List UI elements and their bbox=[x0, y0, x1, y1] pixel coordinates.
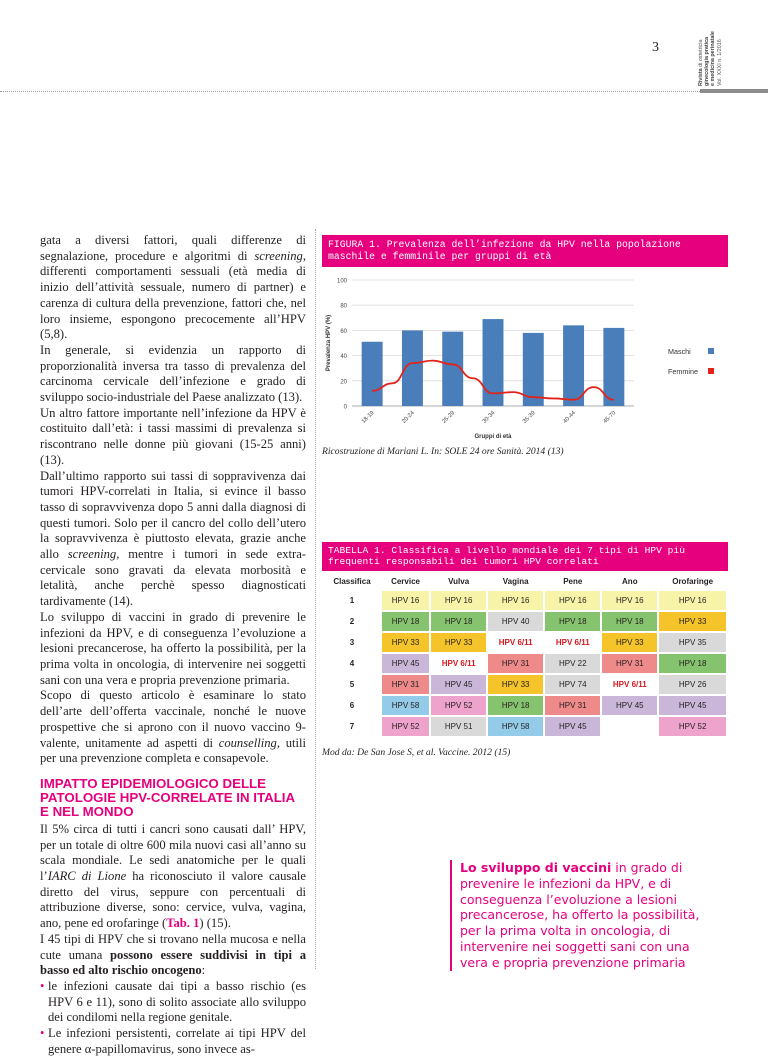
table-header-row bbox=[324, 573, 726, 589]
figure-caption: Ricostruzione di Mariani L. In: SOLE 24 ore Sanità. 2014 (13) bbox=[322, 446, 564, 457]
hpv-type-cell: HPV 18 bbox=[602, 612, 657, 631]
list-item: • le infezioni causate dai tipi a basso rischio (es HPV 6 e 11), sono di solito associate allo sviluppo dei condilomi nella regione genitale. bbox=[40, 979, 306, 1026]
header-divider bbox=[0, 91, 700, 92]
rank-cell: 5 bbox=[349, 680, 355, 689]
hpv-type-cell: HPV 6/11 bbox=[545, 633, 600, 652]
hpv-type-cell: HPV 52 bbox=[431, 696, 486, 715]
hpv-type-cell: HPV 33 bbox=[659, 612, 726, 631]
paragraph-5: Lo sviluppo di vaccini in grado di prevenire le infezioni da HPV, e di conseguenza l’evoluzione a lesioni precancerose, ha offerto la possibilità, per la prima volta in oncologia, di intervenire nei soggetti sani con una vera e propria prevenzione primaria. bbox=[40, 609, 306, 687]
hpv-type-cell: HPV 16 bbox=[382, 591, 429, 610]
hpv-type-cell: HPV 6/11 bbox=[488, 633, 543, 652]
hpv-type-cell: HPV 33 bbox=[488, 675, 543, 694]
bar bbox=[603, 328, 624, 406]
hpv-type-cell: HPV 31 bbox=[488, 654, 543, 673]
y-tick-label: 60 bbox=[340, 328, 347, 335]
hpv-type-cell: HPV 58 bbox=[488, 717, 543, 736]
table-row bbox=[324, 591, 726, 610]
x-tick-label: 30-34 bbox=[481, 410, 497, 425]
table-header: TABELLA 1. Classifica a livello mondiale dei 7 tipi di HPV più frequenti responsabili dei tumori HPV correlati bbox=[322, 542, 728, 571]
journal-line2: ginecologia pratica bbox=[704, 36, 711, 86]
hpv-type-cell: HPV 52 bbox=[382, 717, 429, 736]
column-header: Cervice bbox=[391, 576, 420, 586]
table-row bbox=[324, 717, 726, 736]
bar bbox=[362, 342, 383, 406]
paragraph-2: In generale, si evidenzia un rapporto di proporzionalità inversa tra tasso di prevalenza del carcinoma cervicale dell’infezione e grado di sviluppo socio-industriale del Paese analizzato (13). bbox=[40, 342, 306, 405]
column-header: Vagina bbox=[502, 576, 529, 586]
legend-swatch-maschi bbox=[708, 348, 714, 354]
paragraph-7: Il 5% circa di tutti i cancri sono causati dall’ HPV, per un totale di oltre 600 mila nuovi casi all’anno su scala mondiale. Le sedi anatomiche per le quali l’IARC di Lione ha riconosciuto il valore causale diretto del virus, seppure con percentuali di attribuzione diverse, sono: cervice, vulva, vagina, ano, pene ed orofaringe (Tab. 1) (15). bbox=[40, 821, 306, 931]
hpv-ranking-table bbox=[322, 571, 728, 738]
journal-bar bbox=[700, 89, 768, 93]
journal-line1: Rivista bbox=[698, 68, 704, 86]
column-divider bbox=[315, 229, 316, 969]
hpv-type-cell: HPV 35 bbox=[659, 633, 726, 652]
table-row bbox=[324, 612, 726, 631]
y-tick-label: 0 bbox=[343, 404, 347, 411]
x-tick-label: 18-19 bbox=[360, 410, 376, 425]
pull-quote-bold: Lo sviluppo di vaccini bbox=[460, 860, 612, 875]
journal-line4: Vol. XXXI n. 1/2016 bbox=[716, 39, 723, 86]
hpv-type-cell: HPV 26 bbox=[659, 675, 726, 694]
hpv-type-cell: HPV 16 bbox=[488, 591, 543, 610]
rank-cell: 4 bbox=[349, 659, 355, 668]
hpv-type-cell: HPV 51 bbox=[431, 717, 486, 736]
hpv-type-cell: HPV 74 bbox=[545, 675, 600, 694]
x-tick-label: 45-70 bbox=[602, 410, 618, 425]
paragraph-4: Dall’ultimo rapporto sui tassi di soppravivenza dai tumori HPV-correlati in Italia, si evince il basso tasso di sopravvivenza dopo 5 anni dalla diagnosi di questi tumori. Solo per il cancro del collo dell’utero la sopravvivenza è piuttosto elevata, grazie anche allo screening, mentre i tumori in sede extra-cervicale sono gravati da elevata morbosità e letalità, anche perchè spesso diagnosticati tardivamente (14). bbox=[40, 468, 306, 609]
hpv-type-cell: HPV 18 bbox=[431, 612, 486, 631]
hpv-type-cell: HPV 18 bbox=[382, 612, 429, 631]
hpv-type-cell: HPV 52 bbox=[659, 717, 726, 736]
pull-quote bbox=[450, 860, 720, 971]
hpv-type-cell: HPV 45 bbox=[659, 696, 726, 715]
bar bbox=[563, 325, 584, 406]
column-header: Ano bbox=[622, 576, 638, 586]
hpv-type-cell: HPV 18 bbox=[545, 612, 600, 631]
hpv-type-cell: HPV 16 bbox=[602, 591, 657, 610]
x-tick-label: 35-39 bbox=[521, 410, 537, 425]
legend-swatch-femmine bbox=[708, 368, 714, 374]
journal-line3: e medicina perinatale bbox=[710, 31, 717, 86]
hpv-type-cell: HPV 33 bbox=[431, 633, 486, 652]
hpv-type-cell: HPV 45 bbox=[545, 717, 600, 736]
paragraph-1: gata a diversi fattori, quali differenze di segnalazione, procedure e algoritmi di screening, differenti comportamenti sessuali (età media di inizio dell’attività sessuale, numero di partner) e carenza di cultura della prevenzione, fattori che, nel loro insieme, espongono precocemente all’HPV (5,8). bbox=[40, 233, 306, 342]
page-number: 3 bbox=[652, 40, 659, 55]
paragraph-3: Un altro fattore importante nell’infezione da HPV è costituito dall’età: i tassi massimi di prevalenza si riscontrano nelle donne più giovani (15-25 anni) (13). bbox=[40, 405, 306, 467]
hpv-type-cell: HPV 45 bbox=[602, 696, 657, 715]
hpv-type-cell: HPV 6/11 bbox=[431, 654, 486, 673]
hpv-type-cell: HPV 18 bbox=[488, 696, 543, 715]
y-axis-label: Prevalenza HPV (%) bbox=[326, 314, 332, 372]
paragraph-8: I 45 tipi di HPV che si trovano nella mucosa e nella cute umana possono essere suddivisi in tipi a basso ed alto rischio oncogeno: bbox=[40, 931, 307, 978]
left-column bbox=[40, 233, 306, 1057]
table-caption: Mod da: De San Jose S, et al. Vaccine. 2012 (15) bbox=[322, 747, 511, 758]
hpv-type-cell: HPV 45 bbox=[431, 675, 486, 694]
column-header: Vulva bbox=[448, 576, 470, 586]
journal-info bbox=[698, 18, 730, 86]
hpv-type-cell: HPV 22 bbox=[545, 654, 600, 673]
journal-line1-tail: di ostetricia bbox=[698, 39, 704, 67]
chart-svg bbox=[322, 268, 728, 446]
legend-label-femmine: Femmine bbox=[668, 367, 698, 376]
column-header: Classifica bbox=[333, 576, 371, 586]
hpv-type-cell: HPV 31 bbox=[382, 675, 429, 694]
column-header: Pene bbox=[563, 576, 583, 586]
hpv-type-cell: HPV 45 bbox=[382, 654, 429, 673]
rank-cell: 1 bbox=[349, 596, 355, 605]
hpv-type-cell: HPV 31 bbox=[545, 696, 600, 715]
x-axis-label: Gruppi di età bbox=[474, 434, 512, 440]
y-tick-label: 40 bbox=[340, 354, 347, 361]
hpv-prevalence-chart bbox=[322, 268, 728, 446]
table-reference-link[interactable]: Tab. 1 bbox=[166, 916, 200, 931]
table-row bbox=[324, 654, 726, 673]
figure-header: FIGURA 1. Prevalenza dell’infezione da HPV nella popolazione maschile e femminile per gruppi di età bbox=[322, 235, 728, 267]
hpv-type-cell: HPV 40 bbox=[488, 612, 543, 631]
hpv-type-cell: HPV 16 bbox=[545, 591, 600, 610]
y-tick-label: 100 bbox=[336, 278, 347, 285]
rank-cell: 6 bbox=[349, 701, 355, 710]
hpv-type-cell bbox=[602, 717, 657, 736]
rank-cell: 3 bbox=[349, 638, 355, 647]
table-row bbox=[324, 675, 726, 694]
y-tick-label: 80 bbox=[340, 303, 347, 310]
list-item: • Le infezioni persistenti, correlate ai tipi HPV del genere α-papillomavirus, sono invece as- bbox=[40, 1026, 306, 1057]
x-tick-label: 20-24 bbox=[401, 410, 416, 425]
hpv-type-cell: HPV 33 bbox=[382, 633, 429, 652]
hpv-type-cell: HPV 33 bbox=[602, 633, 657, 652]
x-tick-label: 25-29 bbox=[441, 410, 457, 425]
paragraph-6: Scopo di questo articolo è esaminare lo stato dell’arte dell’offerta vaccinale, nonché le nuove prospettive che si aprono con il nuovo vaccino 9-valente, unitamente ad aspetti di counselling, utili per una prevenzione completa e consapevole. bbox=[40, 688, 306, 766]
hpv-type-cell: HPV 16 bbox=[431, 591, 486, 610]
x-tick-label: 40-44 bbox=[562, 410, 577, 425]
table-row bbox=[324, 696, 726, 715]
pull-quote-text: in grado di prevenire le infezioni da HPV, e di conseguenza l’evoluzione a lesioni precancerose, ha offerto la possibilità, per la prima volta in oncologia, di intervenire nei soggetti sani con una vera e propria prevenzione primaria bbox=[460, 860, 700, 970]
hpv-type-cell: HPV 6/11 bbox=[602, 675, 657, 694]
section-heading: IMPATTO EPIDEMIOLOGICO DELLE PATOLOGIE HPV-CORRELATE IN ITALIA E NEL MONDO bbox=[40, 775, 295, 819]
hpv-type-cell: HPV 31 bbox=[602, 654, 657, 673]
column-header: Orofaringe bbox=[672, 576, 714, 586]
y-tick-label: 20 bbox=[340, 379, 347, 386]
rank-cell: 7 bbox=[349, 722, 355, 731]
legend-label-maschi: Maschi bbox=[668, 347, 691, 356]
risk-list bbox=[40, 979, 306, 1057]
hpv-type-cell: HPV 18 bbox=[659, 654, 726, 673]
hpv-type-cell: HPV 58 bbox=[382, 696, 429, 715]
rank-cell: 2 bbox=[349, 617, 355, 626]
hpv-type-cell: HPV 16 bbox=[659, 591, 726, 610]
table-row bbox=[324, 633, 726, 652]
